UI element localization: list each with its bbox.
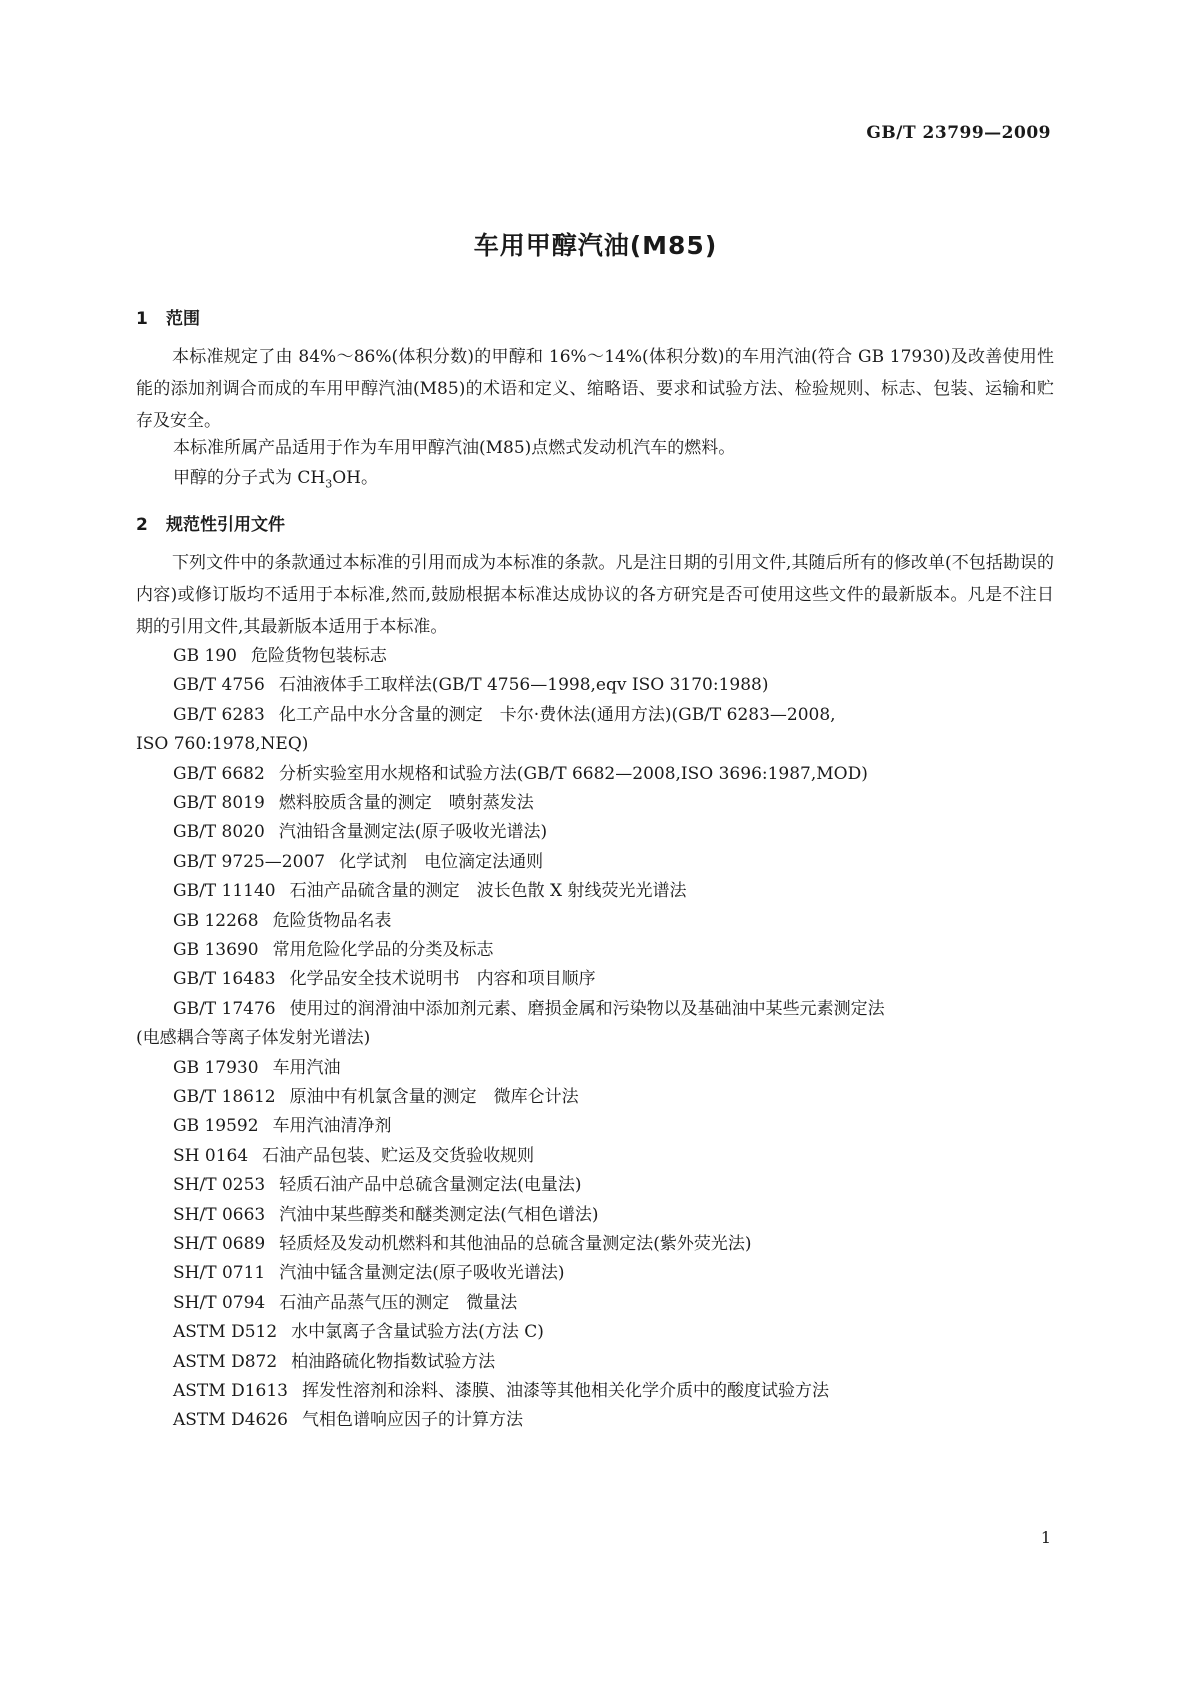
reference-item xyxy=(173,846,543,878)
section-1-title: 范围 xyxy=(166,309,200,329)
section-1-paragraph-3 xyxy=(173,462,378,500)
reference-item xyxy=(173,669,768,701)
formula-prefix: 甲醇的分子式为 CH xyxy=(173,468,326,488)
formula-subscript: 3 xyxy=(325,477,333,491)
reference-title: 汽油中锰含量测定法(原子吸收光谱法) xyxy=(279,1263,565,1283)
reference-code: ASTM D4626 xyxy=(173,1410,288,1430)
reference-item xyxy=(173,1404,523,1436)
reference-item xyxy=(173,758,868,790)
reference-code: GB 12268 xyxy=(173,911,259,931)
reference-item xyxy=(173,1346,495,1378)
reference-item xyxy=(173,905,392,937)
reference-item xyxy=(173,875,687,907)
reference-code: GB/T 4756 xyxy=(173,675,265,695)
reference-title: 燃料胶质含量的测定 喷射蒸发法 xyxy=(278,793,534,813)
reference-title: 石油液体手工取样法(GB/T 4756—1998,eqv ISO 3170:1988) xyxy=(278,675,769,695)
reference-code: GB/T 8020 xyxy=(173,822,265,842)
reference-item xyxy=(173,1228,751,1260)
reference-title: 轻质石油产品中总硫含量测定法(电量法) xyxy=(279,1175,582,1195)
reference-code: GB/T 17476 xyxy=(173,999,276,1019)
reference-title: 化学试剂 电位滴定法通则 xyxy=(339,852,544,872)
formula-suffix: OH。 xyxy=(332,468,379,488)
reference-title: 石油产品包装、贮运及交货验收规则 xyxy=(262,1146,535,1166)
reference-item xyxy=(173,699,836,731)
reference-title: 轻质烃及发动机燃料和其他油品的总硫含量测定法(紫外荧光法) xyxy=(279,1234,752,1254)
reference-title: 化学品安全技术说明书 内容和项目顺序 xyxy=(289,969,596,989)
section-1-number: 1 xyxy=(136,309,148,329)
reference-item xyxy=(173,1257,564,1289)
reference-code: SH/T 0711 xyxy=(173,1263,266,1283)
reference-title: 常用危险化学品的分类及标志 xyxy=(272,940,494,960)
section-2-title: 规范性引用文件 xyxy=(166,515,285,535)
reference-item xyxy=(173,1052,341,1084)
reference-title: 车用汽油 xyxy=(272,1058,341,1078)
reference-item xyxy=(173,1140,534,1172)
reference-item xyxy=(173,993,885,1025)
reference-title: 原油中有机氯含量的测定 微库仑计法 xyxy=(289,1087,579,1107)
reference-item xyxy=(173,1081,579,1113)
reference-title: 使用过的润滑油中添加剂元素、磨损金属和污染物以及基础油中某些元素测定法 xyxy=(289,999,885,1019)
section-2-number: 2 xyxy=(136,515,148,535)
reference-title: 汽油中某些醇类和醚类测定法(气相色谱法) xyxy=(279,1205,599,1225)
reference-title: 车用汽油清净剂 xyxy=(272,1116,392,1136)
reference-code: GB/T 11140 xyxy=(173,881,276,901)
reference-title: 分析实验室用水规格和试验方法(GB/T 6682—2008,ISO 3696:1987,MOD) xyxy=(278,764,868,784)
section-2-intro: 下列文件中的条款通过本标准的引用而成为本标准的条款。凡是注日期的引用文件,其随后所有的修改单(不包括勘误的内容)或修订版均不适用于本标准,然而,鼓励根据本标准达成协议的各方研究是否可使用这些文件的最新版本。凡是不注日期的引用文件,其最新版本适用于本标准。 xyxy=(136,553,1054,637)
reference-item xyxy=(173,963,596,995)
reference-code: GB 190 xyxy=(173,646,237,666)
section-1-paragraph-2: 本标准所属产品适用于作为车用甲醇汽油(M85)点燃式发动机汽车的燃料。 xyxy=(173,438,736,458)
reference-code: ASTM D872 xyxy=(173,1352,278,1372)
reference-title: 危险货物品名表 xyxy=(272,911,392,931)
reference-item xyxy=(173,1169,581,1201)
reference-code: ASTM D512 xyxy=(173,1322,278,1342)
reference-code: SH/T 0253 xyxy=(173,1175,266,1195)
reference-code: GB 17930 xyxy=(173,1058,259,1078)
reference-item xyxy=(173,640,387,672)
section-2-heading xyxy=(136,510,285,535)
reference-code: ASTM D1613 xyxy=(173,1381,288,1401)
reference-code: GB/T 9725—2007 xyxy=(173,852,326,872)
page-number: 1 xyxy=(1040,1528,1051,1547)
reference-item xyxy=(173,1287,517,1319)
reference-title: 柏油路硫化物指数试验方法 xyxy=(291,1352,496,1372)
reference-code: GB/T 8019 xyxy=(173,793,265,813)
reference-code: GB 13690 xyxy=(173,940,259,960)
reference-code: GB/T 16483 xyxy=(173,969,276,989)
reference-item xyxy=(173,1375,829,1407)
reference-code: SH/T 0663 xyxy=(173,1205,266,1225)
reference-code: SH/T 0794 xyxy=(173,1293,266,1313)
standard-number: GB/T 23799—2009 xyxy=(866,123,1051,143)
reference-continuation: (电感耦合等离子体发射光谱法) xyxy=(136,1028,371,1048)
reference-item xyxy=(173,816,547,848)
reference-code: SH/T 0689 xyxy=(173,1234,266,1254)
reference-title: 化工产品中水分含量的测定 卡尔·费休法(通用方法)(GB/T 6283—2008, xyxy=(278,705,836,725)
section-1-paragraph-1: 本标准规定了由 84%～86%(体积分数)的甲醇和 16%～14%(体积分数)的车用汽油(符合 GB 17930)及改善使用性能的添加剂调合而成的车用甲醇汽油(M85)的术语和定义、缩略语、要求和试验方法、检验规则、标志、包装、运输和贮存及安全。 xyxy=(136,347,1054,431)
reference-title: 石油产品蒸气压的测定 微量法 xyxy=(279,1293,518,1313)
reference-title: 石油产品硫含量的测定 波长色散 X 射线荧光光谱法 xyxy=(289,881,687,901)
section-1-heading xyxy=(136,304,200,329)
document-title: 车用甲醇汽油(M85) xyxy=(473,231,718,260)
reference-item xyxy=(173,787,534,819)
reference-continuation: ISO 760:1978,NEQ) xyxy=(136,734,309,754)
reference-code: GB/T 6682 xyxy=(173,764,265,784)
reference-title: 挥发性溶剂和涂料、漆膜、油漆等其他相关化学介质中的酸度试验方法 xyxy=(301,1381,829,1401)
reference-title: 水中氯离子含量试验方法(方法 C) xyxy=(291,1322,544,1342)
reference-code: GB 19592 xyxy=(173,1116,259,1136)
reference-code: GB/T 6283 xyxy=(173,705,265,725)
reference-code: GB/T 18612 xyxy=(173,1087,276,1107)
reference-item xyxy=(173,1110,392,1142)
reference-item xyxy=(173,1199,598,1231)
reference-code: SH 0164 xyxy=(173,1146,249,1166)
reference-item xyxy=(173,1316,544,1348)
reference-title: 危险货物包装标志 xyxy=(250,646,387,666)
reference-item xyxy=(173,934,494,966)
reference-title: 气相色谱响应因子的计算方法 xyxy=(301,1410,523,1430)
reference-title: 汽油铅含量测定法(原子吸收光谱法) xyxy=(278,822,548,842)
